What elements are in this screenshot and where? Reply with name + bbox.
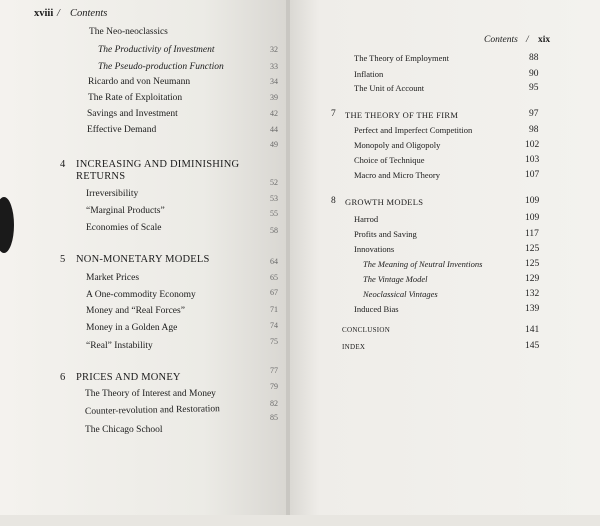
toc-entry: Harrod: [354, 214, 379, 224]
page-number: 107: [525, 170, 540, 180]
chapter-number: 6: [60, 372, 66, 383]
toc-entry: The Theory of Employment: [354, 53, 449, 63]
toc-entry: Economies of Scale: [86, 223, 162, 233]
page-number: 141: [525, 325, 540, 335]
toc-entry: Induced Bias: [354, 304, 399, 314]
page-number: 82: [270, 399, 278, 408]
page-number: 109: [525, 213, 540, 223]
page-number: 88: [529, 53, 539, 63]
page-number: 75: [270, 337, 278, 346]
chapter-title: NON-MONETARY MODELS: [76, 254, 210, 265]
toc-conclusion: CONCLUSION: [342, 326, 391, 334]
page-folio: xviii: [34, 8, 54, 19]
toc-entry: Inflation: [354, 69, 384, 79]
toc-entry: The Unit of Account: [354, 83, 425, 93]
chapter-title: INCREASING AND DIMINISHING: [76, 159, 240, 170]
running-head: Contents: [70, 8, 108, 19]
toc-entry: Perfect and Imperfect Competition: [354, 125, 473, 135]
page-number: 125: [525, 244, 540, 254]
header-separator: /: [526, 35, 529, 45]
toc-entry: “Marginal Products”: [86, 206, 165, 216]
page-number: 103: [525, 155, 540, 165]
page-number: 97: [529, 109, 539, 119]
chapter-title: GROWTH MODELS: [345, 197, 424, 207]
chapter-title-continued: RETURNS: [76, 171, 126, 182]
header-separator: /: [57, 8, 60, 19]
page-number: 79: [270, 382, 278, 391]
toc-entry: Profits and Saving: [354, 229, 417, 239]
chapter-title: PRICES AND MONEY: [76, 372, 181, 383]
page-number: 33: [270, 62, 278, 71]
page-number: 85: [270, 413, 278, 422]
right-page: [286, 0, 600, 526]
toc-entry: Savings and Investment: [87, 109, 178, 119]
toc-entry: Counter-revolution and Restoration: [84, 404, 220, 417]
page-number: 49: [270, 140, 278, 149]
toc-entry: A One-commodity Economy: [86, 290, 196, 300]
toc-entry: “Real” Instability: [86, 341, 153, 351]
toc-entry: The Rate of Exploitation: [88, 93, 183, 103]
page-number: 42: [270, 109, 278, 118]
page-number: 39: [270, 93, 278, 102]
page-number: 95: [529, 83, 539, 93]
toc-subentry: The Vintage Model: [363, 274, 428, 284]
toc-entry: Irreversibility: [86, 189, 139, 199]
running-head: Contents: [484, 35, 518, 45]
page-number: 139: [525, 304, 540, 314]
page-number: 125: [525, 259, 540, 269]
toc-index: INDEX: [342, 343, 366, 351]
toc-entry: Market Prices: [86, 273, 140, 283]
toc-entry: Effective Demand: [87, 125, 157, 135]
page-number: 132: [525, 289, 540, 299]
chapter-number: 7: [331, 109, 336, 119]
page-number: 44: [270, 125, 278, 134]
page-number: 64: [270, 257, 278, 266]
toc-subentry: Neoclassical Vintages: [363, 289, 438, 299]
toc-entry: Money in a Golden Age: [86, 323, 178, 333]
page-number: 90: [529, 69, 539, 79]
page-number: 67: [270, 288, 278, 297]
chapter-number: 5: [60, 254, 66, 265]
page-number: 145: [525, 341, 540, 351]
page-number: 32: [270, 45, 278, 54]
page-number: 34: [270, 77, 278, 86]
page-number: 77: [270, 366, 278, 375]
toc-entry: Ricardo and von Neumann: [88, 77, 191, 87]
page-number: 71: [270, 305, 278, 314]
toc-entry: Innovations: [354, 244, 395, 254]
page-number: 129: [525, 274, 540, 284]
page-number: 65: [270, 273, 278, 282]
page-number: 74: [270, 321, 278, 330]
page-number: 102: [525, 140, 540, 150]
page-number: 58: [270, 226, 278, 235]
toc-entry: Macro and Micro Theory: [354, 170, 440, 180]
toc-subentry: The Productivity of Investment: [98, 45, 215, 55]
toc-entry: The Theory of Interest and Money: [85, 389, 216, 399]
toc-entry: The Neo-neoclassics: [89, 27, 168, 37]
chapter-number: 4: [60, 159, 66, 170]
page-number: 55: [270, 209, 278, 218]
left-page: [0, 0, 286, 526]
page-number: 53: [270, 194, 278, 203]
toc-entry: Choice of Technique: [354, 155, 425, 165]
page-number: 98: [529, 125, 539, 135]
toc-subentry: The Pseudo-production Function: [98, 62, 224, 72]
page-number: 117: [525, 229, 539, 239]
page-number: 109: [525, 196, 540, 206]
page-number: 52: [270, 178, 278, 187]
toc-subentry: The Meaning of Neutral Inventions: [363, 259, 483, 269]
page-folio: xix: [538, 35, 551, 45]
chapter-number: 8: [331, 196, 336, 206]
chapter-title: THE THEORY OF THE FIRM: [345, 110, 459, 120]
toc-entry: Money and “Real Forces”: [86, 306, 185, 316]
toc-entry: The Chicago School: [85, 425, 163, 435]
toc-entry: Monopoly and Oligopoly: [354, 140, 441, 150]
